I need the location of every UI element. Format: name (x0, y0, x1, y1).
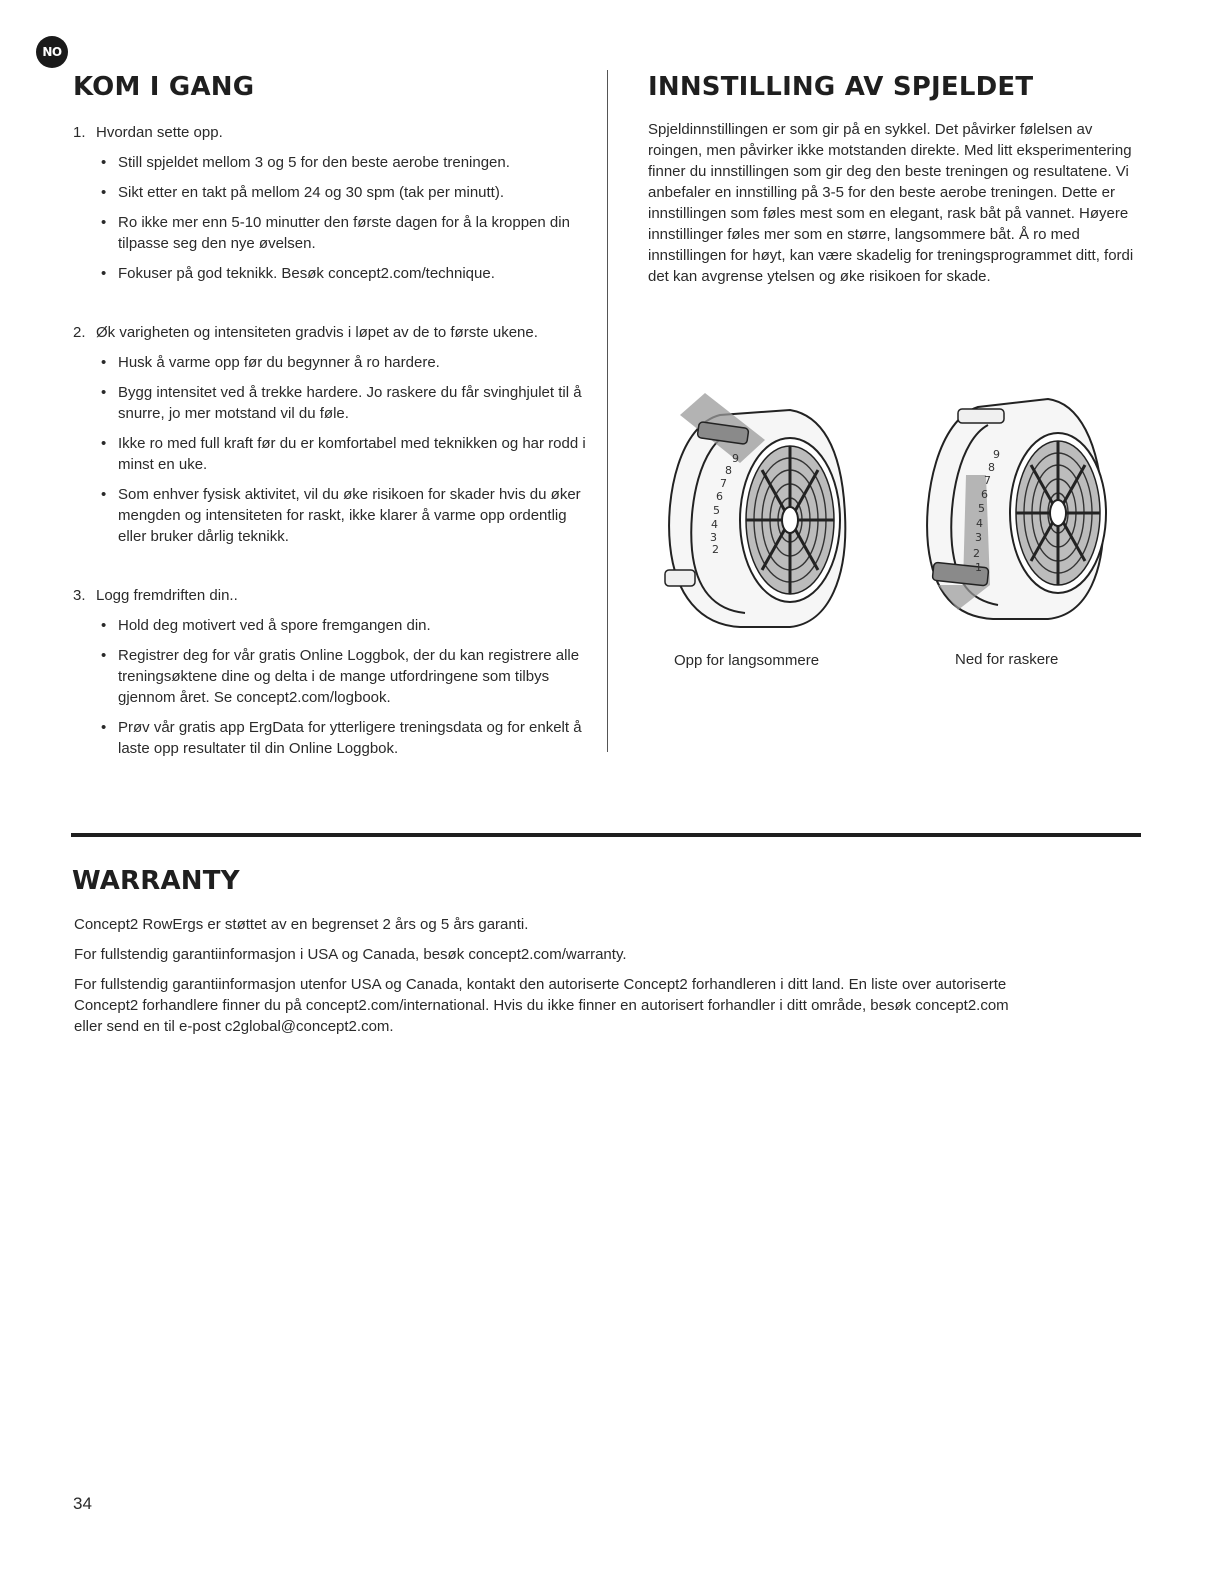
list-item: • Ro ikke mer enn 5-10 minutter den første dagen for å la kroppen din tilpasse seg den nye øvelsen. (101, 214, 570, 252)
section-title: INNSTILLING AV SPJELDET (648, 72, 1034, 102)
svg-text:2: 2 (712, 543, 719, 556)
list-item: • Still spjeldet mellom 3 og 5 for den beste aerobe treningen. (101, 154, 510, 171)
section-title: WARRANTY (72, 866, 240, 896)
svg-text:5: 5 (713, 504, 720, 517)
list-item: • Husk å varme opp før du begynner å ro hardere. (101, 354, 440, 371)
list-item: • Fokuser på god teknikk. Besøk concept2.com/technique. (101, 265, 495, 282)
step-number: 1. (73, 124, 86, 141)
svg-text:4: 4 (711, 518, 718, 531)
svg-text:8: 8 (725, 464, 732, 477)
warranty-paragraph: Concept2 RowErgs er støttet av en begrenset 2 års og 5 års garanti. (74, 916, 529, 933)
step-text: Øk varigheten og intensiteten gradvis i løpet av de to første ukene. (96, 324, 538, 341)
svg-text:3: 3 (710, 531, 717, 544)
svg-text:9: 9 (732, 452, 739, 465)
figure-caption: Opp for langsommere (674, 652, 820, 669)
step-number: 2. (73, 324, 86, 341)
svg-text:4: 4 (976, 517, 983, 530)
language-badge: NO (36, 36, 68, 68)
svg-text:7: 7 (984, 474, 991, 487)
figure-caption: Ned for raskere (955, 651, 1059, 668)
svg-text:2: 2 (973, 547, 980, 560)
damper-down-illustration (918, 385, 1118, 635)
section-divider (71, 833, 1141, 837)
section-title: KOM I GANG (73, 72, 255, 102)
step-number: 3. (73, 587, 86, 604)
svg-text:3: 3 (975, 531, 982, 544)
step-1 (73, 122, 593, 284)
list-item: • Bygg intensitet ved å trekke hardere. Jo raskere du får svinghjulet til å snurre, jo mer motstand vil du føle. (101, 384, 582, 422)
list-item: • Sikt etter en takt på mellom 24 og 30 spm (tak per minutt). (101, 184, 505, 201)
svg-text:1: 1 (975, 561, 982, 574)
column-divider (607, 70, 608, 752)
svg-text:7: 7 (720, 477, 727, 490)
list-item: • Som enhver fysisk aktivitet, vil du øke risikoen for skader hvis du øker mengden og intensiteten for raskt, ikke klarer å varme opp ordentlig eller bruker dårlig teknikk. (101, 486, 581, 545)
list-item: • Registrer deg for vår gratis Online Loggbok, der du kan registrere alle treningsøktene dine og delta i de mange utfordringene som tilbys gjennom året. Se concept2.com/logbook. (101, 647, 580, 706)
svg-text:8: 8 (988, 461, 995, 474)
step-2 (73, 322, 593, 547)
warranty-section (72, 866, 1072, 1037)
damper-section (648, 72, 1138, 287)
warranty-paragraph: For fullstendig garantiinformasjon utenfor USA og Canada, kontakt den autoriserte Concept2 forhandleren i ditt land. En liste over autoriserte Concept2 forhandlere finner du på concept2.com/international. Hvis du ikke finner en autorisert forhandler i ditt område, besøk concept2.com eller send en til e-post c2global@concept2.com. (74, 976, 1009, 1035)
getting-started-section (73, 72, 593, 759)
warranty-paragraph: For fullstendig garantiinformasjon i USA og Canada, besøk concept2.com/warranty. (74, 946, 627, 963)
step-3 (73, 585, 593, 759)
step-text: Logg fremdriften din.. (96, 587, 238, 604)
page-number: 34 (73, 1494, 92, 1513)
list-item: • Ikke ro med full kraft før du er komfortabel med teknikken og har rodd i minst en uke. (101, 435, 586, 473)
damper-description: Spjeldinnstillingen er som gir på en sykkel. Det påvirker følelsen av roingen, men påvirker ikke motstanden direkte. Med litt eksperimentering finner du innstillingen som gir deg den beste treningen og resultatene. Vi anbefaler en innstilling på 3-5 for den beste aerobe treningen. Dette er innstillingen som føles mest som en elegant, rask båt på vannet. Høyere innstillinger føles mer som en større, langsommere båt. Å ro med innstillingen for høyt, kan være skadelig for treningsprogrammet ditt, fordi det kan avgrense ytelsen og øke risikoen for skade. (648, 121, 1134, 285)
svg-text:9: 9 (993, 448, 1000, 461)
svg-text:5: 5 (978, 502, 985, 515)
svg-text:6: 6 (716, 490, 723, 503)
list-item: • Hold deg motivert ved å spore fremgangen din. (101, 617, 431, 634)
damper-up-illustration (660, 385, 860, 635)
svg-text:6: 6 (981, 488, 988, 501)
list-item: • Prøv vår gratis app ErgData for ytterligere treningsdata og for enkelt å laste opp resultater til din Online Loggbok. (101, 719, 582, 757)
step-text: Hvordan sette opp. (96, 124, 223, 141)
